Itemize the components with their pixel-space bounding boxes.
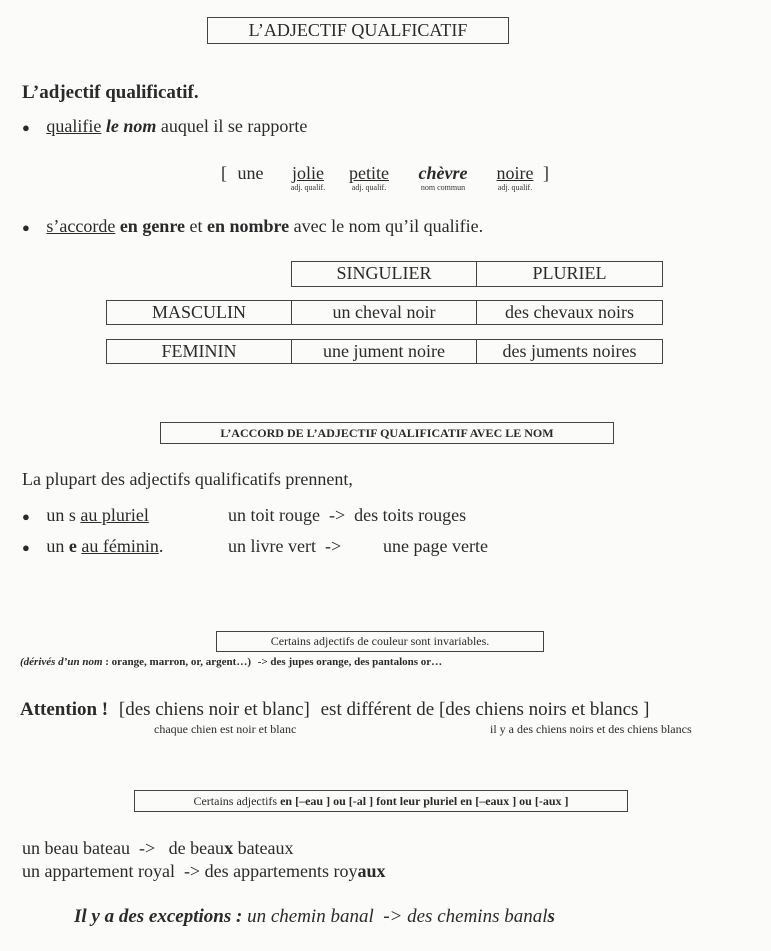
example-article: une	[237, 163, 264, 183]
exceptions-example: un chemin banal -> des chemins banal	[242, 906, 548, 927]
bullet-icon: ●	[22, 220, 30, 235]
couleur-box-text: Certains adjectifs de couleur sont invariables.	[270, 634, 490, 648]
eau-example-2-x: aux	[357, 861, 386, 881]
rule2-et: et	[189, 216, 203, 236]
bullet-icon: ●	[22, 540, 30, 555]
example-word: petite	[349, 163, 389, 183]
example-word: jolie	[292, 163, 324, 183]
plural-example: un toit rouge -> des toits rouges	[228, 505, 467, 525]
feminine-underlined: au féminin	[81, 536, 159, 556]
example-word-jolie	[283, 163, 333, 193]
eau-box-b: en [–eau ] ou [-al ] font leur pluriel en [–eaux ] ou [-aux ]	[280, 794, 569, 808]
exceptions-line	[74, 906, 555, 928]
table-header-pluriel: PLURIEL	[476, 261, 663, 287]
attention-part2: [des chiens noirs et blancs ]	[438, 699, 650, 720]
example-word-noire	[485, 163, 545, 193]
page-title-box	[207, 17, 509, 44]
plural-underlined: au pluriel	[80, 505, 149, 525]
plural-rule	[22, 505, 149, 526]
page-title: L’ADJECTIF QUALFICATIF	[248, 20, 468, 40]
couleur-open: (dérivés d’	[20, 656, 68, 668]
table-row-feminin-pluriel: des juments noires	[476, 339, 663, 364]
rule-accorde	[22, 216, 483, 237]
example-caption: adj. qualif.	[290, 183, 326, 192]
rule1-object: le nom	[105, 116, 157, 136]
bullet-icon: ●	[22, 120, 30, 135]
table-header-singulier: SINGULIER	[291, 261, 477, 287]
example-close-bracket: ]	[543, 163, 549, 183]
eau-example-1-b: bateaux	[233, 838, 294, 858]
rule2-nombre: en nombre	[206, 216, 290, 236]
feminine-example-b: une page verte	[383, 536, 488, 556]
example-word-petite	[340, 163, 398, 193]
accord-title-box	[160, 422, 614, 444]
couleur-line	[20, 656, 442, 668]
eau-example-1	[22, 838, 294, 859]
eau-example-2	[22, 861, 386, 882]
attention-note1: chaque chien est noir et blanc	[154, 722, 297, 736]
section-heading: L’adjectif qualificatif.	[22, 82, 199, 103]
rule-qualifie	[22, 116, 307, 137]
attention-middle: est différent de	[320, 699, 435, 720]
example-caption: adj. qualif.	[497, 183, 533, 192]
plupart-text: La plupart des adjectifs qualificatifs prennent,	[22, 469, 353, 489]
example-word: chèvre	[418, 163, 468, 183]
example-caption: adj. qualif.	[351, 183, 387, 192]
exceptions-label: Il y a des exceptions :	[74, 906, 243, 927]
eau-box	[134, 790, 628, 812]
accord-title: L’ACCORD DE L’ADJECTIF QUALIFICATIF AVEC LE NOM	[220, 426, 554, 440]
rule1-rest: auquel il se rapporte	[160, 116, 308, 136]
feminine-prefix-un: un	[46, 536, 65, 556]
example-word: noire	[496, 163, 534, 183]
rule1-verb: qualifie	[46, 116, 102, 136]
rule2-rest: avec le nom qu’il qualifie.	[293, 216, 484, 236]
couleur-example: -> des jupes orange, des pantalons or…	[257, 656, 443, 668]
open-bracket: [	[221, 163, 227, 183]
rule2-genre: en genre	[119, 216, 185, 236]
attention-note2: il y a des chiens noirs et des chiens blancs	[490, 722, 692, 736]
table-row-feminin-label: FEMININ	[106, 339, 292, 364]
eau-example-1-x: x	[224, 838, 234, 858]
feminine-rule	[22, 536, 163, 557]
eau-example-2-a: un appartement royal -> des appartements roy	[22, 861, 358, 881]
attention-part1: [des chiens noir et blanc]	[118, 699, 310, 720]
couleur-box	[216, 631, 544, 652]
table-row-feminin-singulier: une jument noire	[291, 339, 477, 364]
plural-prefix: un s	[46, 505, 76, 525]
table-row-masculin-pluriel: des chevaux noirs	[476, 300, 663, 325]
exceptions-s: s	[547, 906, 555, 927]
bullet-icon: ●	[22, 509, 30, 524]
example-caption: nom commun	[420, 183, 466, 192]
feminine-example-a: un livre vert ->	[228, 536, 342, 556]
example-open-bracket	[221, 163, 264, 184]
eau-example-1-a: un beau bateau -> de beau	[22, 838, 225, 858]
table-row-masculin-label: MASCULIN	[106, 300, 292, 325]
couleur-list: : orange, marron, or, argent…)	[102, 656, 251, 668]
attention-line	[20, 699, 650, 721]
attention-label: Attention !	[20, 699, 109, 720]
eau-box-a: Certains adjectifs	[193, 794, 278, 808]
feminine-prefix-e: e	[68, 536, 77, 556]
feminine-dot: .	[158, 536, 164, 556]
rule2-verb: s’accorde	[46, 216, 116, 236]
couleur-nom: un nom	[67, 656, 103, 668]
example-word-chevre	[408, 163, 478, 193]
table-row-masculin-singulier: un cheval noir	[291, 300, 477, 325]
